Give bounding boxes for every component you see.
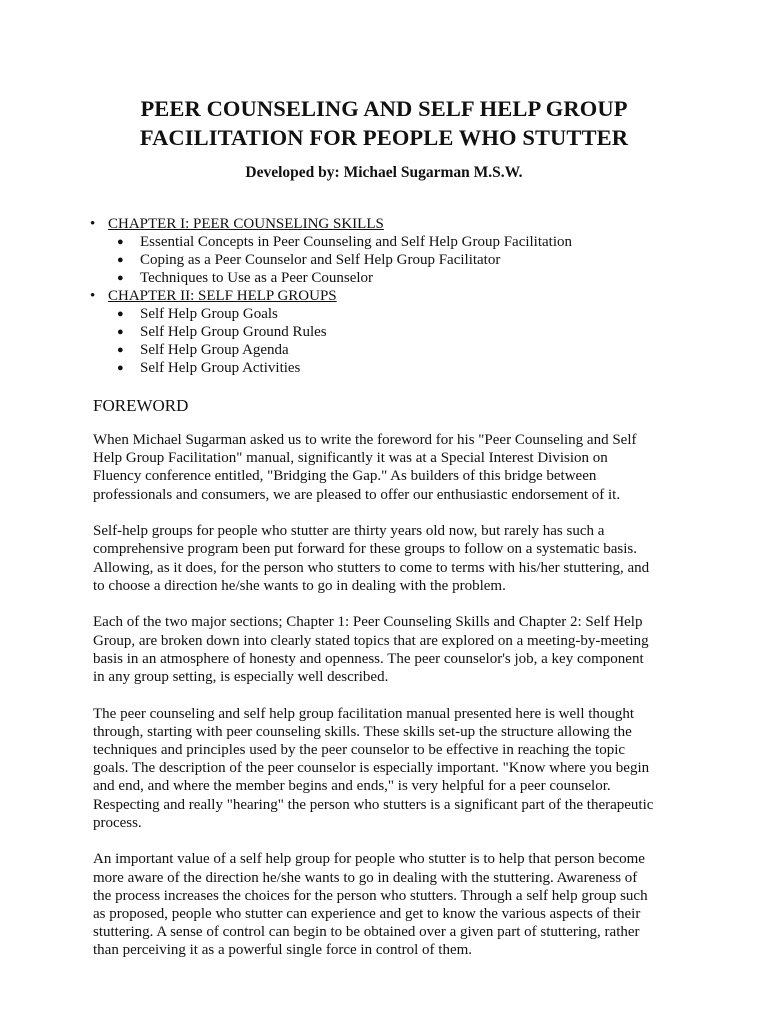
byline: Developed by: Michael Sugarman M.S.W. — [245, 164, 523, 181]
list-item — [108, 305, 572, 323]
section-label: Self Help Group Goals — [140, 306, 278, 322]
text-line: process. — [93, 814, 142, 831]
title-line: FACILITATION FOR PEOPLE WHO STUTTER — [139, 125, 629, 150]
text-line: stuttering. A sense of control can begin to be obtained over a given part of stuttering, rather — [93, 924, 640, 941]
text-line: in any group setting, is especially well described. — [93, 669, 389, 686]
text-line: as proposed, people who stutter can experience and get to know the various aspects of their — [93, 906, 641, 923]
text-line: Each of the two major sections; Chapter 1: Peer Counseling Skills and Chapter 2: Self Help — [93, 614, 643, 631]
chapter-1-sections — [108, 233, 572, 287]
list-item — [108, 269, 572, 287]
document-title — [60, 94, 708, 152]
chapter-2-sections — [108, 305, 572, 377]
paragraph — [93, 850, 693, 959]
text-line: than perceiving it as a powerful single force in control of them. — [93, 942, 473, 959]
list-item — [108, 341, 572, 359]
list-item — [108, 233, 572, 251]
paragraph — [93, 522, 693, 595]
section-label: Essential Concepts in Peer Counseling and Self Help Group Facilitation — [140, 234, 573, 250]
text-line: basis in an atmosphere of honesty and openness. The peer counselor's job, a key component — [93, 650, 644, 667]
text-line: comprehensive program been put forward for these groups to follow on a systematic basis. — [93, 541, 638, 558]
text-line: Respecting and really "hearing" the person who stutters is a significant part of the therapeutic — [93, 796, 654, 813]
text-line: The peer counseling and self help group facilitation manual presented here is well thought — [93, 705, 635, 722]
foreword-heading: FOREWORD — [93, 396, 189, 415]
bullet-icon: ● — [117, 236, 124, 248]
section-label: Self Help Group Ground Rules — [140, 324, 327, 340]
list-item — [108, 323, 572, 341]
text-line: and end, and where the member begins and ends," is very helpful for a peer counselor. — [93, 778, 611, 795]
section-label: Self Help Group Agenda — [140, 342, 289, 358]
text-line: the process increases the choices for the person who stutters. Through a self help group such — [93, 887, 648, 904]
text-line: goals. The description of the peer counselor is especially important. "Know where you begin — [93, 760, 650, 777]
text-line: professionals and consumers, we are pleased to offer our enthusiastic endorsement of it. — [93, 486, 621, 503]
text-line: techniques and principles used by the peer counselor to be effective in reaching the topic — [93, 742, 626, 759]
chapter-1-link[interactable]: CHAPTER I: PEER COUNSELING SKILLS — [108, 216, 384, 232]
text-line: An important value of a self help group for people who stutter is to help that person become — [93, 851, 645, 868]
text-line: to choose a direction he/she wants to go in dealing with the problem. — [93, 577, 506, 594]
text-line: Fluency conference entitled, "Bridging the Gap." As builders of this bridge between — [93, 468, 597, 485]
text-line: When Michael Sugarman asked us to write the foreword for his "Peer Counseling and Self — [93, 432, 637, 448]
paragraph — [93, 613, 693, 686]
text-line: Self-help groups for people who stutter are thirty years old now, but rarely has such a — [93, 523, 605, 540]
bullet-icon: • — [90, 288, 96, 304]
text-line: Allowing, as it does, for the person who stutters to come to terms with his/her stuttering, and — [93, 559, 650, 576]
toc-chapter-2 — [90, 287, 572, 377]
foreword-body — [93, 431, 693, 978]
paragraph — [93, 705, 693, 832]
bullet-icon: • — [90, 216, 96, 232]
toc-chapter-1 — [90, 215, 572, 287]
paragraph — [93, 431, 693, 504]
text-line: Help Group Facilitation" manual, significantly it was at a Special Interest Division on — [93, 450, 608, 467]
bullet-icon: ● — [117, 344, 124, 356]
title-line: PEER COUNSELING AND SELF HELP GROUP — [140, 96, 628, 121]
list-item — [108, 359, 572, 377]
text-line: more aware of the direction he/she wants to go in dealing with the stuttering. Awareness of — [93, 869, 638, 886]
bullet-icon: ● — [117, 254, 124, 266]
list-item — [108, 251, 572, 269]
bullet-icon: ● — [117, 272, 124, 284]
bullet-icon: ● — [117, 326, 124, 338]
section-label: Self Help Group Activities — [140, 360, 301, 376]
bullet-icon: ● — [117, 308, 124, 320]
bullet-icon: ● — [117, 362, 124, 374]
section-label: Techniques to Use as a Peer Counselor — [140, 270, 374, 286]
section-label: Coping as a Peer Counselor and Self Help Group Facilitator — [140, 252, 501, 268]
text-line: through, starting with peer counseling skills. These skills set-up the structure allowing the — [93, 723, 632, 740]
text-line: Group, are broken down into clearly stated topics that are explored on a meeting-by-meeting — [93, 632, 649, 649]
table-of-contents — [90, 215, 572, 377]
chapter-2-link[interactable]: CHAPTER II: SELF HELP GROUPS — [108, 288, 337, 304]
